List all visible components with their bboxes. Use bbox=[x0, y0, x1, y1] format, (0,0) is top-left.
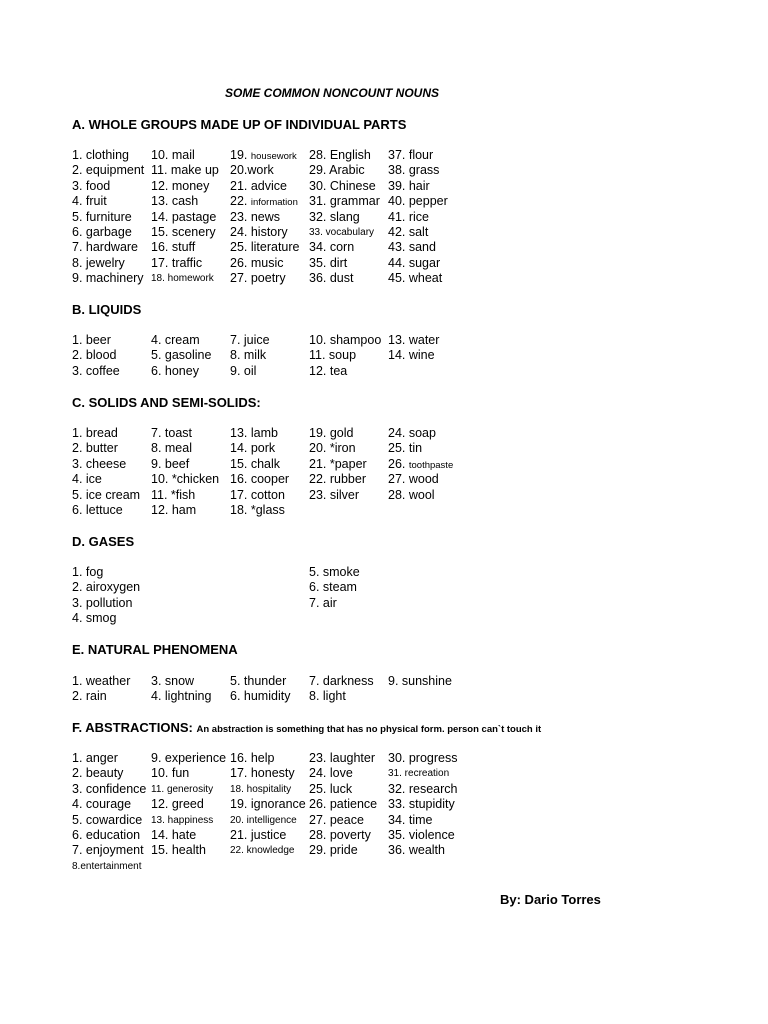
list-item: 39. hair bbox=[388, 178, 430, 193]
list-item: 18. homework bbox=[151, 273, 214, 285]
list-item: 9. beef bbox=[151, 456, 190, 471]
list-item: 2. rain bbox=[72, 689, 107, 704]
list-item: 20.work bbox=[230, 163, 274, 178]
list-item: 30. Chinese bbox=[309, 178, 376, 193]
list-item: 18. hospitality bbox=[230, 783, 292, 795]
list-item: 21. advice bbox=[230, 178, 287, 193]
list-item: 17. cotton bbox=[230, 487, 285, 502]
section-heading: A. WHOLE GROUPS MADE UP OF INDIVIDUAL PARTS bbox=[72, 117, 407, 132]
list-item: 6. honey bbox=[151, 363, 199, 378]
list-item: 23. laughter bbox=[309, 751, 376, 765]
section-heading: E. NATURAL PHENOMENA bbox=[72, 642, 238, 657]
list-item: 6. garbage bbox=[72, 224, 132, 239]
list-item: 21. *paper bbox=[309, 456, 367, 471]
list-item: 10. *chicken bbox=[151, 472, 220, 487]
list-item: 12. greed bbox=[151, 797, 204, 812]
list-item: 26. patience bbox=[309, 797, 378, 812]
list-item: 20. *iron bbox=[309, 441, 356, 456]
list-item: 12. money bbox=[151, 178, 210, 193]
list-item: 11. generosity bbox=[151, 783, 214, 795]
list-item: 24. love bbox=[309, 766, 353, 781]
list-item: 5. thunder bbox=[230, 674, 287, 688]
list-item: 2. beauty bbox=[72, 766, 124, 781]
list-item: 8. meal bbox=[151, 441, 192, 456]
list-item: 32. slang bbox=[309, 209, 360, 224]
list-item: 14. wine bbox=[388, 348, 435, 363]
list-item: 11. *fish bbox=[151, 487, 196, 502]
list-item: 23. news bbox=[230, 209, 281, 224]
list-item: 7. enjoyment bbox=[72, 843, 144, 858]
list-item: 5. smoke bbox=[309, 565, 360, 579]
list-item: 22. rubber bbox=[309, 472, 366, 487]
list-item: 3. snow bbox=[151, 674, 195, 688]
list-item: 27. poetry bbox=[230, 271, 286, 286]
section-heading: B. LIQUIDS bbox=[72, 302, 142, 317]
list-item: 28. poverty bbox=[309, 827, 371, 842]
list-item: 25. tin bbox=[388, 441, 423, 456]
list-item: 15. scenery bbox=[151, 224, 216, 239]
list-item: 26. music bbox=[230, 255, 284, 270]
list-item: 9. machinery bbox=[72, 271, 144, 286]
list-item: 27. wood bbox=[388, 472, 439, 487]
list-item: 19. gold bbox=[309, 426, 354, 440]
list-item: 36. dust bbox=[309, 271, 354, 286]
list-item: 1. weather bbox=[72, 674, 131, 688]
section-note: An abstraction is something that has no physical form. person can`t touch it bbox=[196, 724, 542, 735]
list-item: 34. time bbox=[388, 812, 433, 827]
list-item: 13. water bbox=[388, 333, 440, 347]
list-item: 33. vocabulary bbox=[309, 226, 375, 238]
list-item: 17. traffic bbox=[151, 255, 203, 270]
list-item: 3. confidence bbox=[72, 781, 147, 796]
list-item: 22. knowledge bbox=[230, 845, 295, 857]
list-item: 24. soap bbox=[388, 426, 436, 440]
list-item: 15. health bbox=[151, 843, 206, 858]
list-item: 43. sand bbox=[388, 240, 436, 255]
list-item: 4. lightning bbox=[151, 689, 212, 704]
list-item: 7. air bbox=[309, 595, 337, 610]
list-item: 22. information bbox=[230, 194, 298, 209]
section-heading: F. ABSTRACTIONS: An abstraction is something that has no physical form. person can`t touch it bbox=[72, 720, 542, 735]
list-item: 1. beer bbox=[72, 333, 111, 347]
list-item: 7. darkness bbox=[309, 674, 374, 688]
list-item: 33. stupidity bbox=[388, 797, 455, 812]
list-item: 1. bread bbox=[72, 426, 118, 440]
list-item: 30. progress bbox=[388, 751, 458, 765]
list-item: 12. ham bbox=[151, 502, 197, 517]
list-item: 7. hardware bbox=[72, 240, 139, 255]
list-item: 17. honesty bbox=[230, 766, 295, 781]
list-item: 19. housework bbox=[230, 148, 297, 162]
list-item: 27. peace bbox=[309, 812, 364, 827]
list-item: 14. pastage bbox=[151, 209, 217, 224]
list-item: 36. wealth bbox=[388, 843, 445, 858]
list-item: 10. shampoo bbox=[309, 333, 382, 347]
list-item: 1. anger bbox=[72, 751, 118, 765]
list-item: 5. furniture bbox=[72, 209, 132, 224]
list-item: 11. make up bbox=[151, 163, 219, 178]
list-item: 45. wheat bbox=[388, 271, 443, 286]
list-item: 10. mail bbox=[151, 148, 195, 162]
list-item: 1. clothing bbox=[72, 148, 129, 162]
list-item: 12. tea bbox=[309, 363, 348, 378]
list-item: 4. ice bbox=[72, 472, 102, 487]
list-item: 8.entertainment bbox=[72, 860, 142, 872]
list-item: 16. help bbox=[230, 751, 275, 765]
list-item: 14. hate bbox=[151, 827, 197, 842]
list-item: 18. *glass bbox=[230, 502, 285, 517]
list-item: 1. fog bbox=[72, 565, 104, 579]
list-item: 3. pollution bbox=[72, 595, 133, 610]
list-item: 2. butter bbox=[72, 441, 118, 456]
list-item: 15. chalk bbox=[230, 456, 281, 471]
list-item: 7. toast bbox=[151, 426, 192, 440]
list-item: 3. food bbox=[72, 178, 111, 193]
list-item: 6. humidity bbox=[230, 689, 291, 704]
list-item: 5. ice cream bbox=[72, 487, 141, 502]
list-item: 9. experience bbox=[151, 751, 227, 765]
section-heading: D. GASES bbox=[72, 534, 135, 549]
list-item: 9. sunshine bbox=[388, 674, 452, 688]
list-item: 8. jewelry bbox=[72, 255, 125, 270]
list-item: 16. cooper bbox=[230, 472, 290, 487]
list-item: 2. equipment bbox=[72, 163, 145, 178]
page-title: SOME COMMON NONCOUNT NOUNS bbox=[225, 86, 439, 100]
list-item: 24. history bbox=[230, 224, 288, 239]
list-item: 31. recreation bbox=[388, 768, 450, 780]
list-item: 41. rice bbox=[388, 209, 429, 224]
list-item: 42. salt bbox=[388, 224, 429, 239]
list-item: 31. grammar bbox=[309, 194, 380, 209]
list-item: 2. blood bbox=[72, 348, 117, 363]
list-item: 4. fruit bbox=[72, 194, 107, 209]
list-item: 44. sugar bbox=[388, 255, 441, 270]
list-item: 6. education bbox=[72, 827, 141, 842]
list-item: 13. cash bbox=[151, 194, 199, 209]
list-item: 7. juice bbox=[230, 333, 270, 347]
list-item: 28. wool bbox=[388, 487, 435, 502]
list-item: 6. steam bbox=[309, 580, 357, 595]
list-item: 3. coffee bbox=[72, 363, 120, 378]
list-item: 34. corn bbox=[309, 240, 355, 255]
list-item: 32. research bbox=[388, 781, 458, 796]
author-signature: By: Dario Torres bbox=[500, 892, 601, 907]
list-item: 3. cheese bbox=[72, 456, 127, 471]
section-heading: C. SOLIDS AND SEMI-SOLIDS: bbox=[72, 395, 261, 410]
list-item: 2. airoxygen bbox=[72, 580, 141, 595]
list-item: 35. dirt bbox=[309, 255, 348, 270]
list-item: 5. cowardice bbox=[72, 812, 143, 827]
list-item: 8. milk bbox=[230, 348, 267, 363]
list-item: 38. grass bbox=[388, 163, 440, 178]
list-item: 16. stuff bbox=[151, 240, 196, 255]
list-item: 8. light bbox=[309, 689, 346, 704]
list-item: 29. pride bbox=[309, 843, 358, 858]
list-item: 5. gasoline bbox=[151, 348, 212, 363]
list-item: 29. Arabic bbox=[309, 163, 365, 178]
list-item: 4. cream bbox=[151, 333, 200, 347]
list-item: 23. silver bbox=[309, 487, 360, 502]
list-item: 25. luck bbox=[309, 781, 353, 796]
list-item: 11. soup bbox=[309, 348, 357, 363]
list-item: 28. English bbox=[309, 148, 371, 162]
list-item: 35. violence bbox=[388, 827, 455, 842]
list-item: 25. literature bbox=[230, 240, 300, 255]
list-item: 40. pepper bbox=[388, 194, 448, 209]
list-item: 13. happiness bbox=[151, 814, 214, 826]
list-item: 4. smog bbox=[72, 611, 117, 626]
list-item: 13. lamb bbox=[230, 426, 278, 440]
list-item: 10. fun bbox=[151, 766, 190, 781]
list-item: 6. lettuce bbox=[72, 502, 123, 517]
list-item: 9. oil bbox=[230, 363, 257, 378]
list-item: 26. toothpaste bbox=[388, 456, 454, 471]
list-item: 37. flour bbox=[388, 148, 434, 162]
list-item: 20. intelligence bbox=[230, 814, 297, 826]
list-item: 14. pork bbox=[230, 441, 276, 456]
list-item: 19. ignorance bbox=[230, 797, 306, 812]
list-item: 21. justice bbox=[230, 827, 287, 842]
list-item: 4. courage bbox=[72, 797, 132, 812]
